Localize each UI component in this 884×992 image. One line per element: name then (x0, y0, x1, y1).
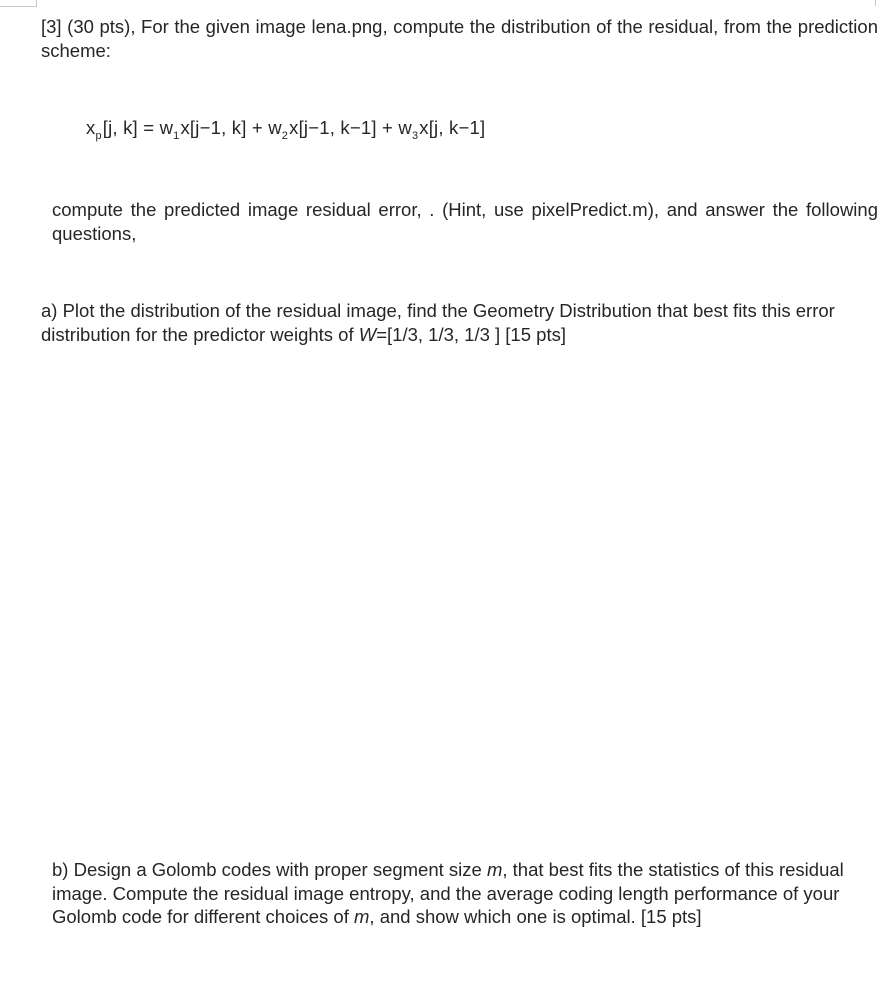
part-b-m-2: m (354, 906, 370, 927)
part-a-weights-var: W (358, 323, 377, 345)
prediction-equation (86, 116, 485, 140)
eq-term2: x[j−1, k−1] + (289, 117, 399, 138)
eq-w3: w (398, 117, 412, 138)
compute-instruction: compute the predicted image residual error, . (Hint, use pixelPredict.m), and answer the following questions, (52, 199, 878, 244)
eq-w3-sub: 3 (411, 130, 419, 142)
eq-term1: x[j−1, k] + (180, 117, 269, 138)
part-a-points: [15 pts] (500, 323, 566, 345)
part-a (41, 299, 871, 346)
part-b-text-1: b) Design a Golomb codes with proper segment size (52, 859, 487, 880)
part-a-text: a) Plot the distribution of the residual image, find the Geometry Distribution that best fits this error distribution for the predictor weights of (41, 300, 835, 345)
part-b-text-3: , and show which one is optimal. [15 pts] (369, 906, 702, 927)
eq-lhs-sub: p (95, 130, 102, 142)
eq-w2-sub: 2 (281, 130, 289, 142)
eq-lhs-arg: [j, k] = (102, 117, 160, 138)
question-intro: [3] (30 pts), For the given image lena.png, compute the distribution of the residual, from the prediction scheme: (41, 16, 878, 61)
part-b (52, 858, 872, 929)
page-corner-top-left (0, 0, 37, 7)
page-corner-top-right (875, 0, 884, 6)
part-a-weights-value: =[1/3, 1/3, 1/3 ] (376, 323, 501, 345)
eq-w1: w (159, 117, 174, 138)
eq-lhs-var: x (86, 117, 96, 138)
part-b-m-1: m (486, 859, 503, 880)
part-b-text-2: , that best fits the statistics of this residual image. Compute the residual image entropy, and the average coding length performance of your Golomb code for different choices of (52, 859, 844, 927)
eq-term3: x[j, k−1] (419, 117, 486, 138)
eq-w1-sub: 1 (173, 130, 180, 142)
eq-w2: w (268, 117, 282, 138)
